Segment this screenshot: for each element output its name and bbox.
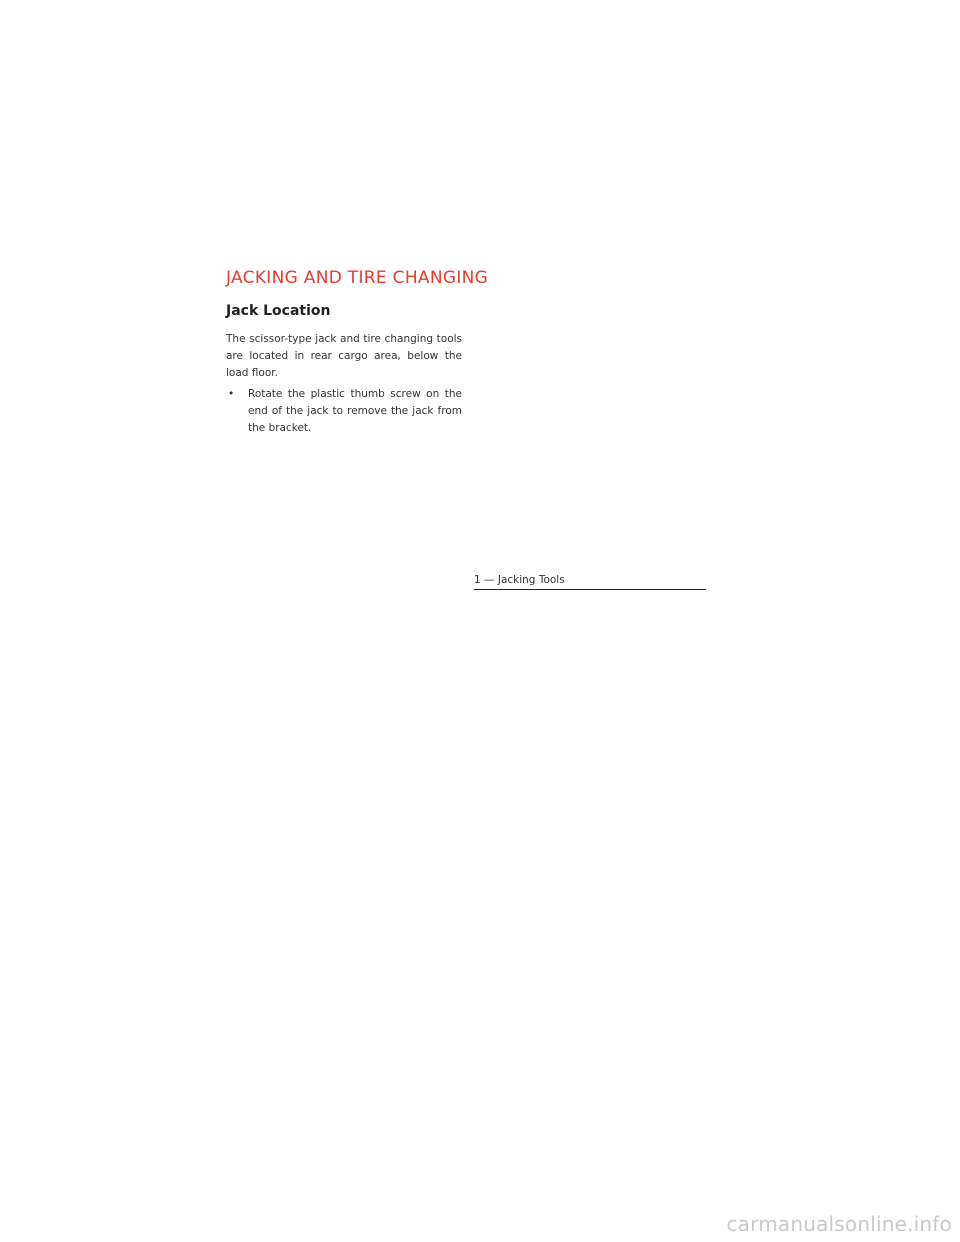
instruction-list <box>226 386 462 437</box>
figure-caption: 1 — Jacking Tools <box>474 573 706 590</box>
intro-paragraph: The scissor-type jack and tire changing tools are located in rear cargo area, below the load floor. <box>226 333 462 379</box>
watermark: carmanualsonline.info <box>726 1212 952 1236</box>
list-item <box>226 386 462 437</box>
list-item-text: Rotate the plastic thumb screw on the end of the jack to remove the jack from the bracket. <box>248 388 462 434</box>
bullet-icon: • <box>228 388 235 400</box>
section-title: JACKING AND TIRE CHANGING <box>226 268 489 288</box>
jack-location-heading: Jack Location <box>226 303 331 319</box>
